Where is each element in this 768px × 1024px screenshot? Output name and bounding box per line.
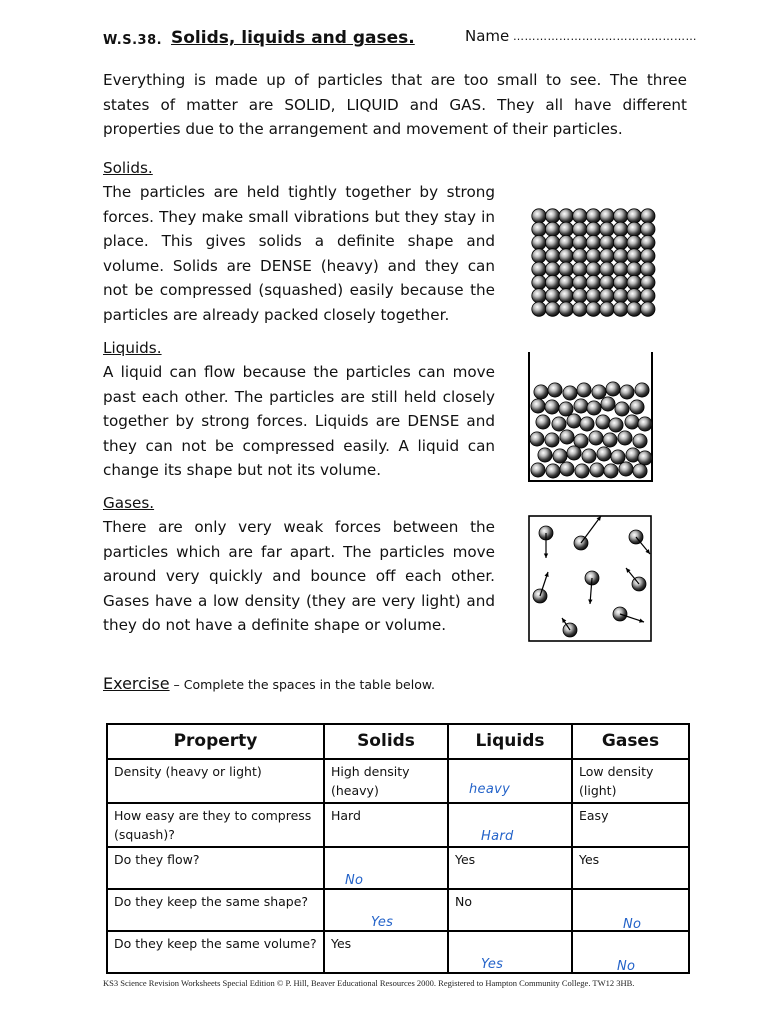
solid-particle <box>532 209 546 223</box>
solid-particle <box>641 209 655 223</box>
solid-particle <box>627 235 641 249</box>
cell-text: Yes <box>579 852 600 867</box>
solid-particle <box>573 262 587 276</box>
solid-particle <box>613 302 627 316</box>
liquids-paragraph: A liquid can flow because the particles can move past each other. The particles are still held closely together by strong forces. Liquids are DENSE and they can not be compressed easily. A liquid can change its shape but not its volume. <box>103 363 495 479</box>
cell-text: Yes <box>455 852 476 867</box>
header-property: Property <box>107 724 324 759</box>
table-row <box>107 759 689 803</box>
liquid-particles-diagram <box>526 352 656 484</box>
solid-particle <box>559 235 573 249</box>
solid-particle <box>641 275 655 289</box>
solid-particle <box>627 209 641 223</box>
solid-particle <box>532 222 546 236</box>
liquid-particle <box>633 464 647 478</box>
header-liquids: Liquids <box>448 724 572 759</box>
motion-arrow <box>581 516 601 543</box>
cell-text: Do they keep the same volume? <box>114 936 317 951</box>
cell-liquids[interactable] <box>448 931 572 973</box>
cell-liquids[interactable] <box>448 803 572 847</box>
solid-particle <box>586 249 600 263</box>
cell-text: High density (heavy) <box>331 764 410 798</box>
solid-particle <box>545 302 559 316</box>
solids-paragraph: The particles are held tightly together by strong forces. They make small vibrations but they stay in place. This gives solids a definite shape and volume. Solids are DENSE (heavy) and they can not be compressed (squashed) easily because the particles are already packed closely together. <box>103 183 495 324</box>
solid-particle <box>613 289 627 303</box>
solid-particle <box>586 222 600 236</box>
liquid-particle <box>618 431 632 445</box>
solid-particle <box>613 222 627 236</box>
solid-particle <box>545 275 559 289</box>
solid-particle <box>545 249 559 263</box>
cell-property <box>107 847 324 889</box>
cell-solids[interactable] <box>324 803 448 847</box>
cell-solids[interactable] <box>324 759 448 803</box>
liquid-particle <box>536 415 550 429</box>
solid-particle <box>573 235 587 249</box>
liquid-particle <box>574 399 588 413</box>
cell-property <box>107 803 324 847</box>
liquid-particle <box>560 462 574 476</box>
cell-text: Density (heavy or light) <box>114 764 262 779</box>
handwritten-answer: Hard <box>481 829 514 844</box>
solid-particle <box>545 289 559 303</box>
handwritten-answer: heavy <box>469 782 511 797</box>
solid-particle <box>586 262 600 276</box>
solid-particle <box>586 275 600 289</box>
solid-particle <box>600 249 614 263</box>
solid-particle <box>600 209 614 223</box>
liquid-particle <box>530 432 544 446</box>
exercise-line <box>103 674 435 693</box>
liquid-particle <box>577 383 591 397</box>
worksheet-title: Solids, liquids and gases. <box>171 28 415 48</box>
solid-particle <box>573 302 587 316</box>
liquid-particle <box>553 449 567 463</box>
cell-solids[interactable] <box>324 847 448 889</box>
name-field[interactable]: ………………………………………… <box>513 30 697 43</box>
solid-particle <box>600 302 614 316</box>
liquid-particle <box>615 402 629 416</box>
solid-particle <box>559 262 573 276</box>
handwritten-answer: No <box>623 917 642 932</box>
solid-particle <box>613 275 627 289</box>
liquid-particle <box>619 462 633 476</box>
table-row <box>107 931 689 973</box>
solid-particle <box>600 262 614 276</box>
liquid-particle <box>601 397 615 411</box>
liquid-particle <box>582 449 596 463</box>
solid-particle <box>573 222 587 236</box>
solid-particle <box>641 249 655 263</box>
handwritten-answer: No <box>345 873 364 888</box>
liquid-particle <box>548 383 562 397</box>
handwritten-answer: No <box>617 959 636 974</box>
liquid-particle <box>638 417 652 431</box>
liquid-particle <box>630 400 644 414</box>
solid-particle <box>532 235 546 249</box>
liquid-particle <box>552 417 566 431</box>
solid-particle <box>573 209 587 223</box>
solid-particle <box>627 289 641 303</box>
liquid-particle <box>609 418 623 432</box>
footer-credit: KS3 Science Revision Worksheets Special Edition © P. Hill, Beaver Educational Resources 2000. Registered to Hampton Community College. TW12 3HB. <box>103 978 635 988</box>
solid-particle <box>573 275 587 289</box>
cell-liquids[interactable] <box>448 759 572 803</box>
solid-particle <box>641 289 655 303</box>
liquid-particle <box>635 383 649 397</box>
gas-particles-diagram <box>526 514 656 644</box>
liquid-particle <box>531 463 545 477</box>
cell-gases[interactable] <box>572 847 689 889</box>
solid-particle <box>627 262 641 276</box>
solid-particle <box>627 249 641 263</box>
solids-heading: Solids. <box>103 159 153 177</box>
solid-particle <box>532 289 546 303</box>
solid-particle <box>586 209 600 223</box>
liquid-particle <box>597 447 611 461</box>
exercise-instruction: – Complete the spaces in the table below. <box>169 677 435 692</box>
liquid-particle <box>559 402 573 416</box>
solid-particle <box>586 289 600 303</box>
intro-paragraph: Everything is made up of particles that are too small to see. The three states of matter are SOLID, LIQUID and GAS. They all have different properties due to the arrangement and movement of their particles. <box>103 71 687 138</box>
cell-property <box>107 889 324 931</box>
liquid-particle <box>589 431 603 445</box>
cell-text: Do they flow? <box>114 852 200 867</box>
solid-particle <box>586 302 600 316</box>
liquid-particle <box>596 415 610 429</box>
cell-text: No <box>455 894 472 909</box>
solid-particle <box>627 302 641 316</box>
table-row <box>107 847 689 889</box>
solid-particle <box>532 302 546 316</box>
solid-particle <box>613 235 627 249</box>
liquid-particle <box>603 433 617 447</box>
liquid-particle <box>560 430 574 444</box>
cell-liquids[interactable] <box>448 889 572 931</box>
solid-particle <box>559 222 573 236</box>
worksheet-header <box>103 26 697 56</box>
solid-particle <box>559 302 573 316</box>
table-row <box>107 803 689 847</box>
solid-particle <box>641 235 655 249</box>
cell-gases[interactable] <box>572 803 689 847</box>
cell-liquids[interactable] <box>448 847 572 889</box>
liquid-particle <box>638 451 652 465</box>
cell-text: Hard <box>331 808 361 823</box>
cell-solids[interactable] <box>324 931 448 973</box>
name-label: Name <box>465 27 510 45</box>
solid-particle <box>559 249 573 263</box>
liquid-particle <box>606 382 620 396</box>
liquid-particle <box>531 399 545 413</box>
solid-particle <box>627 222 641 236</box>
liquid-particle <box>592 385 606 399</box>
solid-particle <box>573 249 587 263</box>
liquid-particle <box>538 448 552 462</box>
cell-text: Yes <box>331 936 352 951</box>
liquid-particle <box>567 446 581 460</box>
solid-particle <box>627 275 641 289</box>
solid-particle <box>613 262 627 276</box>
arrow-head <box>544 553 548 558</box>
liquid-particle <box>575 464 589 478</box>
cell-solids[interactable] <box>324 889 448 931</box>
solid-particle <box>559 209 573 223</box>
solid-particle <box>613 249 627 263</box>
solid-particle <box>641 222 655 236</box>
handwritten-answer: Yes <box>481 957 504 972</box>
handwritten-answer: Yes <box>371 915 394 930</box>
exercise-heading: Exercise <box>103 674 170 693</box>
gases-heading: Gases. <box>103 494 155 512</box>
solid-particle <box>600 235 614 249</box>
cell-text: Easy <box>579 808 609 823</box>
solid-particle <box>545 209 559 223</box>
liquids-heading: Liquids. <box>103 339 162 357</box>
cell-gases[interactable] <box>572 931 689 973</box>
table-row <box>107 889 689 931</box>
solid-particle <box>545 222 559 236</box>
liquid-particle <box>604 464 618 478</box>
cell-gases[interactable] <box>572 889 689 931</box>
liquid-particle <box>546 464 560 478</box>
arrow-head <box>588 599 592 604</box>
solid-particle <box>600 222 614 236</box>
solid-particle <box>559 275 573 289</box>
gases-paragraph: There are only very weak forces between the particles which are far apart. The particles move around very quickly and bounce off each other. Gases have a low density (they are very light) and they do not have a definite shape or volume. <box>103 518 495 634</box>
liquid-particle <box>545 400 559 414</box>
solid-particle <box>545 235 559 249</box>
liquid-particle <box>580 417 594 431</box>
solid-particle <box>559 289 573 303</box>
liquid-particle <box>563 386 577 400</box>
liquid-particle <box>633 434 647 448</box>
cell-text: Low density (light) <box>579 764 654 798</box>
header-gases: Gases <box>572 724 689 759</box>
solid-particle <box>600 289 614 303</box>
liquid-particle <box>567 414 581 428</box>
liquid-particle <box>625 415 639 429</box>
liquid-particle <box>620 385 634 399</box>
table-header-row <box>107 724 689 759</box>
worksheet-code: W.S.38. <box>103 33 163 48</box>
solid-particles-diagram <box>526 204 656 322</box>
solid-particle <box>641 262 655 276</box>
cell-property <box>107 931 324 973</box>
cell-text: How easy are they to compress (squash)? <box>114 808 312 842</box>
liquid-particle <box>534 385 548 399</box>
arrow-head <box>639 619 644 623</box>
solid-particle <box>613 209 627 223</box>
solid-particle <box>545 262 559 276</box>
solid-particle <box>586 235 600 249</box>
cell-gases[interactable] <box>572 759 689 803</box>
cell-text: Do they keep the same shape? <box>114 894 309 909</box>
solid-particle <box>532 262 546 276</box>
solid-particle <box>641 302 655 316</box>
liquid-particle <box>590 463 604 477</box>
solid-particle <box>532 249 546 263</box>
properties-table <box>106 723 690 974</box>
solid-particle <box>532 275 546 289</box>
solid-particle <box>573 289 587 303</box>
liquid-particle <box>611 450 625 464</box>
header-solids: Solids <box>324 724 448 759</box>
cell-property <box>107 759 324 803</box>
liquid-particle <box>587 401 601 415</box>
solid-particle <box>600 275 614 289</box>
liquid-particle <box>545 433 559 447</box>
arrow-head <box>545 572 549 577</box>
